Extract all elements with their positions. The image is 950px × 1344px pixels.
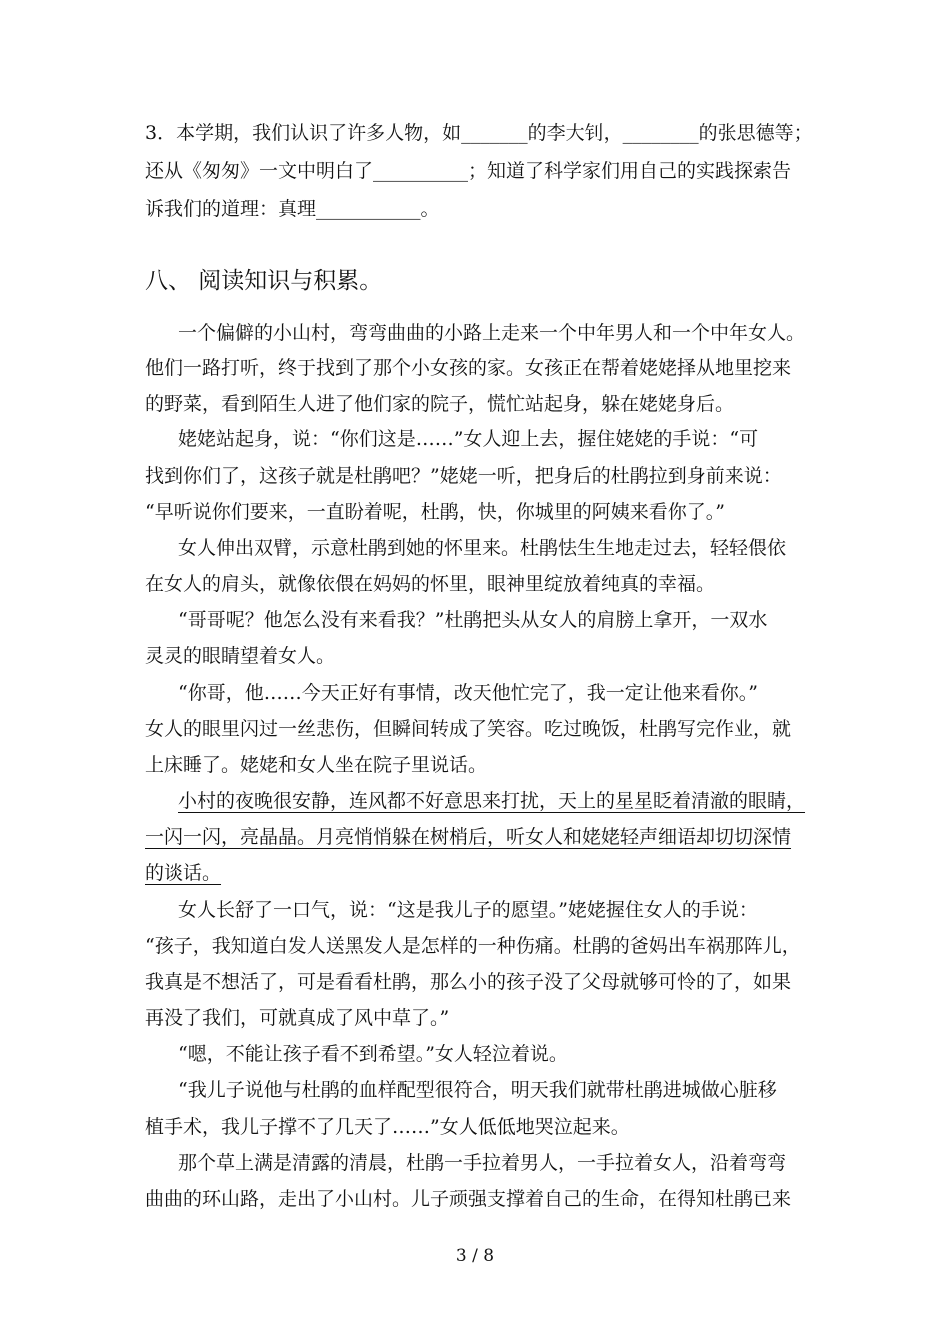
passage-line: “孩子，我知道白发人送黑发人是怎样的一种伤痛。杜鹃的爸妈出车祸那阵儿，: [145, 935, 801, 957]
passage-line: 那个草上满是清露的清晨，杜鹃一手拉着男人，一手拉着女人，沿着弯弯: [178, 1152, 787, 1174]
passage-line: “我儿子说他与杜鹃的血样配型很符合，明天我们就带杜鹃进城做心脏移: [178, 1079, 777, 1101]
passage-line: 植手术，我儿子撑不了几天了……”女人低低地哭泣起来。: [145, 1116, 630, 1138]
passage-line: 灵灵的眼睛望着女人。: [145, 645, 336, 667]
passage-line: 女人的眼里闪过一丝悲伤，但瞬间转成了笑容。吃过晚饭，杜鹃写完作业，就: [145, 718, 792, 740]
question-3-line-2: 还从《匆匆》一文中明白了__________；知道了科学家们用自己的实践探索告: [145, 160, 792, 182]
passage-line: 姥姥站起身，说：“你们这是……”女人迎上去，握住姥姥的手说：“可: [178, 428, 759, 450]
passage-line: 在女人的肩头，就像依偎在妈妈的怀里，眼神里绽放着纯真的幸福。: [145, 573, 716, 595]
passage-line: 女人伸出双臂，示意杜鹃到她的怀里来。杜鹃怯生生地走过去，轻轻偎依: [178, 537, 787, 559]
underlined-passage-line: 一闪一闪，亮晶晶。月亮悄悄躲在树梢后，听女人和姥姥轻声细语却切切深情: [145, 826, 792, 848]
question-3-line-1: 3．本学期，我们认识了许多人物，如_______的李大钊，________的张思德等；: [145, 122, 813, 144]
underlined-passage-line: 小村的夜晚很安静，连风都不好意思来打扰，天上的星星眨着清澈的眼睛，: [178, 790, 806, 812]
passage-line: “哥哥呢？他怎么没有来看我？”杜鹃把头从女人的肩膀上拿开，一双水: [178, 609, 768, 631]
passage-line: 我真是不想活了，可是看看杜鹃，那么小的孩子没了父母就够可怜的了，如果: [145, 971, 792, 993]
passage-line: 曲曲的环山路，走出了小山村。儿子顽强支撑着自己的生命，在得知杜鹃已来: [145, 1188, 792, 1210]
section-8-heading: 八、 阅读知识与积累。: [145, 268, 383, 294]
passage-line: “早听说你们要来，一直盼着呢，杜鹃，快，你城里的阿姨来看你了。”: [145, 501, 725, 523]
passage-line: 他们一路打听，终于找到了那个小女孩的家。女孩正在帮着姥姥择从地里挖来: [145, 357, 792, 379]
passage-line: “你哥，他……今天正好有事情，改天他忙完了，我一定让他来看你。”: [178, 682, 758, 704]
passage-line: 女人长舒了一口气，说：“这是我儿子的愿望。”姥姥握住女人的手说：: [178, 899, 758, 921]
passage-line: 再没了我们，可就真成了风中草了。”: [145, 1007, 450, 1029]
question-3-line-3: 诉我们的道理：真理___________。: [145, 198, 440, 220]
passage-line: 一个偏僻的小山村，弯弯曲曲的小路上走来一个中年男人和一个中年女人。: [178, 322, 806, 344]
passage-line: 找到你们了，这孩子就是杜鹃吧？”姥姥一听，把身后的杜鹃拉到身前来说：: [145, 465, 782, 487]
underlined-passage-line: 的谈话。: [145, 862, 222, 884]
passage-line: 上床睡了。姥姥和女人坐在院子里说话。: [145, 754, 488, 776]
page-number: 3 / 8: [455, 1246, 495, 1266]
passage-line: 的野菜，看到陌生人进了他们家的院子，慌忙站起身，躲在姥姥身后。: [145, 393, 735, 415]
passage-line: “嗯，不能让孩子看不到希望。”女人轻泣着说。: [178, 1043, 568, 1065]
